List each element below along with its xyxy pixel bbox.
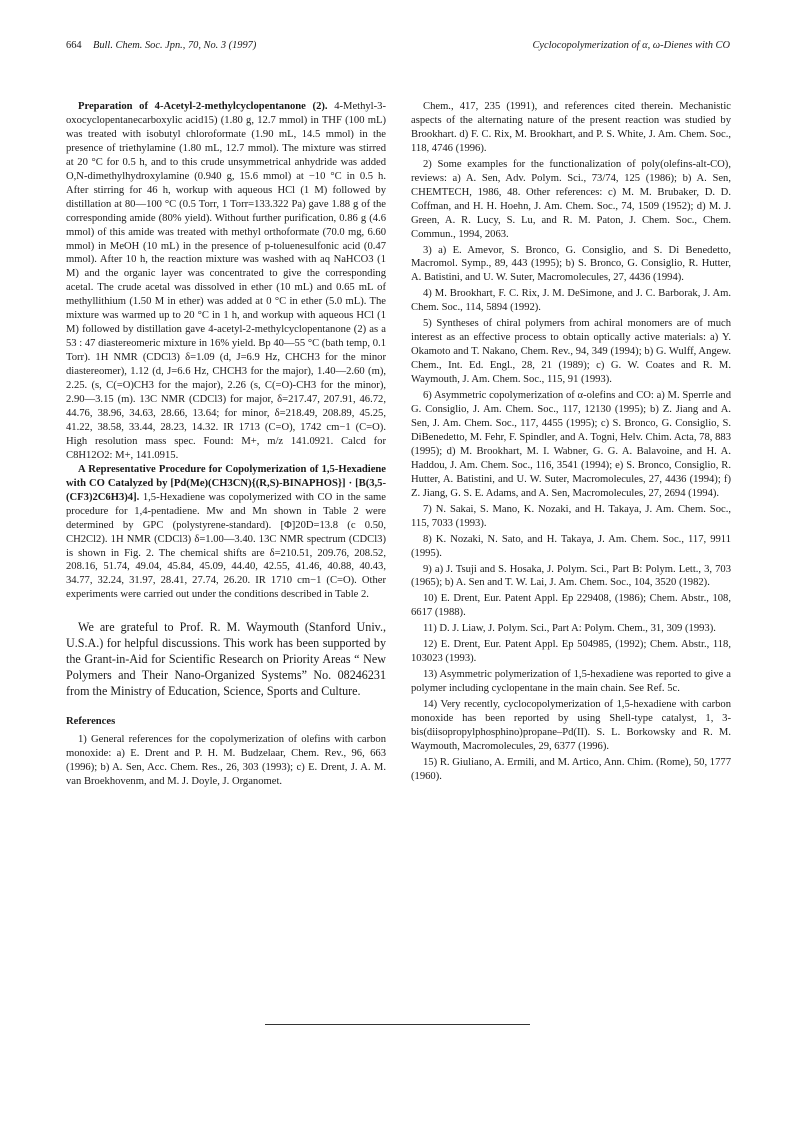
reference-13: 13) Asymmetric polymerization of 1,5-hexadiene was reported to give a polymer including cyclopentane in the main chain. See Ref. 5c. [411, 669, 731, 695]
reference-1: 1) General references for the copolymerization of olefins with carbon monoxide: a) E. Drent and P. H. M. Budzelaar, Chem. Rev., 96, 663 (1996); b) A. Sen, Acc. Chem. Res., 26, 303 (1993); c) E. Drent, J. A. M. van Broekhovenm, and M. J. Doyle, J. Organomet. [66, 734, 386, 788]
left-column [66, 100, 386, 791]
running-title: Cyclocopolymerization of α, ω-Dienes with CO [532, 40, 730, 51]
reference-5: 5) Syntheses of chiral polymers from achiral monomers are of much interest as an effective process to obtain optically active materials: a) Y. Okamoto and T. Nakano, Chem. Rev., 94, 349 (1994); b) G. Wulff, Angew. Chem., Int. Ed. Engl., 28, 21 (1989); c) G. W. Coates and R. M. Waymouth, J. Am. Chem. Soc., 115, 91 (1993). [411, 318, 731, 386]
reference-9: 9) a) J. Tsuji and S. Hosaka, J. Polym. Sci., Part B: Polym. Lett., 3, 703 (1965); b) A. Sen and T. W. Lai, J. Am. Chem. Soc., 104, 3520 (1982). [411, 563, 731, 589]
page-header [66, 40, 730, 54]
reference-11: 11) D. J. Liaw, J. Polym. Sci., Part A: Polym. Chem., 31, 309 (1993). [423, 623, 716, 635]
preparation-body-1: 4-Methyl-3-oxocyclopentanecarboxylic acid15) (1.80 g, 12.7 mmol) in THF (100 mL) was treated with isobutyl chloroformate (1.90 mL, 14.5 mmol) in the presence of triethylamine (1.80 mL, 12.7 mmol). The mixture was stirred at 20 °C for 0.5 h, and to this crude unsymmetrical anhydride was added O,N-dimethylhydroxylamine (0.940 g, 15.6 mmol) at −10 °C in 0.5 h. After stirring for 46 h, workup with aqueous HCl (1 M) followed by distillation at 80—100 °C (0.5 Torr, 1 Torr=133.322 Pa) gave 1.88 g of the corresponding amide (80% yield). Without further purification, 0.86 g (4.6 mmol) of this amide was treated with methyl orthoformate (70.0 mg, 6.60 mmol) in MeOH (10 mL) in the presence of p-toluenesulfonic acid (0.47 mmol). After 10 h, the reaction mixture was washed with aq NaHCO3 (1 M) and the organic layer was concentrated to give the corresponding acetal. The crude acetal was dissolved in ether (10 mL) and 0.65 mL of methyllithium (1.50 M in ether) was added at 0 °C in ether (5.0 mL). The mixture was warmed up to 20 °C in 1 h, and workup with aqueous HCl (1 M) followed by distillation gave 4-acetyl-2-methylcyclopentanone (2) as a 53 : 47 diastereomeric mixture in 16% yield. Bp 40—55 °C (bath temp, 0.1 Torr). 1H NMR (CDCl3) δ=1.09 (d, J=6.9 Hz, CHCH3 for the minor diastereomer), 1.12 (d, J=6.6 Hz, CHCH3 for the major), 1.40—2.60 (m), 2.25. (s, C(=O)CH3 for the major), 2.26 (s, C(=O)-CH3 for the minor), 2.90—3.15 (m). 13C NMR (CDCl3) for major, δ=217.47, 207.91, 46.72, 44.76, 38.96, 34.63, 28.66, 13.64; for minor, δ=218.49, 208.89, 45.25, 41.22, 38.58, 33.44, 28.23, 14.32. IR 1713 (C=O), 1742 cm−1 (C=O). High resolution mass spec. Found: M+, m/z 141.0921. Calcd for C8H12O2: M+, 141.0915. [66, 101, 386, 461]
journal-citation: Bull. Chem. Soc. Jpn., 70, No. 3 (1997) [93, 40, 257, 51]
reference-4: 4) M. Brookhart, F. C. Rix, J. M. DeSimone, and J. C. Barborak, J. Am. Chem. Soc., 114, 5894 (1992). [411, 288, 731, 314]
reference-14: 14) Very recently, cyclocopolymerization of 1,5-hexadiene with carbon monoxide has been reported by using Shell-type catalyst, 1, 3-bis(diisopropylphosphino)propane–Pd(II). S. L. Borkowsky and R. M. Waymouth, Macromolecules, 29, 6377 (1996). [411, 699, 731, 752]
reference-10: 10) E. Drent, Eur. Patent Appl. Ep 229408, (1986); Chem. Abstr., 108, 6617 (1988). [411, 593, 731, 619]
right-column [411, 100, 731, 786]
preparation-paragraph-1 [66, 100, 386, 463]
reference-8: 8) K. Nozaki, N. Sato, and H. Takaya, J. Am. Chem. Soc., 117, 9911 (1995). [411, 533, 731, 559]
acknowledgment: We are grateful to Prof. R. M. Waymouth (Stanford Univ., U.S.A.) for helpful discussions. This work has been supported by the Grant-in-Aid for Scientific Research on Priority Areas “ New Polymers and Their Nano-Organized Systems” No. 08246231 from the Ministry of Education, Science, Sports and Culture. [66, 620, 386, 699]
preparation-paragraph-2 [66, 463, 386, 603]
preparation-title-2: A Representative Procedure for Copolymerization of 1,5-Hexadiene with CO Catalyzed by [Pd(Me)(CH3CN){(R,S)-BINAPHOS}] · [B(3,5-(CF3)2C6H3)4]. [66, 463, 386, 503]
reference-15: 15) R. Giuliano, A. Ermili, and M. Artico, Ann. Chim. (Rome), 50, 1777 (1960). [411, 756, 731, 782]
page-number: 664 [66, 40, 82, 51]
end-rule [265, 1024, 530, 1025]
reference-6: 6) Asymmetric copolymerization of α-olefins and CO: a) M. Sperrle and G. Consiglio, J. Am. Chem. Soc., 117, 12130 (1995); b) Z. Jiang and A. Sen, J. Am. Chem. Soc., 117, 4455 (1995); c) S. Bronco, G. Consiglio, S. DiBenedetto, M. Fehr, F. Spindler, and A. Togni, Helv. Chim. Acta, 78, 883 (1995); d) M. Brookhart, M. I. Wabner, G. G. A. Balavoine, and H. A. Haddou, J. Am. Chem. Soc., 116, 3541 (1994); e) S. Bronco, Consiglio, R. Hutter, A. Batistini, and U. W. Suter, Macromolecules, 27, 4436 (1994); f) Z. Jiang, G. S. E. Adams, and A. Sen, Macromolecules, 27, 2694 (1994). [411, 390, 731, 499]
reference-7: 7) N. Sakai, S. Mano, K. Nozaki, and H. Takaya, J. Am. Chem. Soc., 115, 7033 (1993). [411, 503, 731, 529]
reference-12: 12) E. Drent, Eur. Patent Appl. Ep 504985, (1992); Chem. Abstr., 118, 103023 (1993). [411, 639, 731, 665]
references-heading: References [66, 716, 116, 728]
reference-2: 2) Some examples for the functionalization of poly(olefins-alt-CO), reviews: a) A. Sen, Adv. Polym. Sci., 73/74, 125 (1986); b) A. Sen, CHEMTECH, 1986, 48. Other references: c) M. M. Brubaker, D. D. Coffman, and H. H. Hoehn, J. Am. Chem. Soc., 74, 1509 (1952); d) M. J. Green, A. R. Lucy, S. Lu, and R. M. Paton, J. Chem. Soc., Chem. Commun., 1994, 2063. [411, 158, 731, 240]
reference-1-continued: Chem., 417, 235 (1991), and references cited therein. Mechanistic aspects of the alternating nature of the present reaction was studied by Brookhart. d) F. C. Rix, M. Brookhart, and P. S. White, J. Am. Chem. Soc., 118, 4746 (1996). [411, 101, 731, 154]
preparation-body-2: 1,5-Hexadiene was copolymerized with CO in the same procedure for 1,4-pentadiene. Mw and Mn shown in Table 2 were determined by GPC (polystyrene-standard). [Φ]20D=13.8 (c 0.50, CH2Cl2). 1H NMR (CDCl3) δ=1.00—3.40. 13C NMR spectrum (CDCl3) is shown in Fig. 2. The chemical shifts are δ=210.51, 209.76, 208.52, 208.16, 51.74, 49.04, 45.84, 45.09, 44.40, 42.55, 41.46, 40.88, 40.43, 34.77, 32.24, 31.97, 28.41, 27.74, 26.20. IR 1710 cm−1 (C=O). Other experiments were carried out under the conditions described in Table 2. [66, 491, 386, 601]
reference-3: 3) a) E. Amevor, S. Bronco, G. Consiglio, and S. Di Benedetto, Macromol. Symp., 89, 443 (1995); b) S. Bronco, G. Consiglio, R. Hutter, A. Batistini, and U. W. Suter, Macromolecules, 27, 4436 (1994). [411, 244, 731, 284]
preparation-title-1: Preparation of 4-Acetyl-2-methylcyclopentanone (2). [78, 101, 328, 112]
